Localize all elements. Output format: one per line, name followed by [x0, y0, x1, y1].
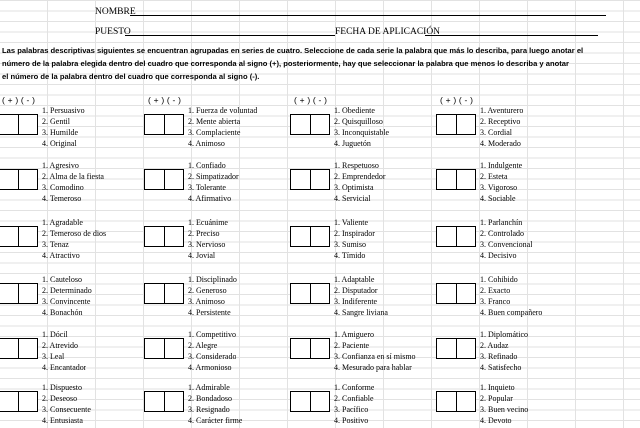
word-option: 2. Disputador [334, 286, 378, 295]
word-option: 3. Consecuente [42, 405, 91, 414]
instructions-line: número de la palabra elegida dentro del cuadro que corresponda al signo (+), posteriormente, hay que seleccionar la palabra que menos lo describa y anotar [2, 59, 569, 68]
answer-boxes[interactable] [144, 391, 184, 412]
word-option: 1. Dispuesto [42, 383, 82, 392]
answer-boxes[interactable] [436, 169, 476, 190]
word-option: 2. Mente abierta [188, 117, 241, 126]
word-group [188, 274, 237, 318]
word-option: 2. Audaz [480, 341, 509, 350]
word-option: 1. Diplomático [480, 330, 528, 339]
word-group [334, 382, 374, 426]
signs-header: ( + ) ( - ) [148, 95, 182, 105]
word-option: 1. Adaptable [334, 275, 375, 284]
position-label: PUESTO [95, 27, 131, 37]
word-option: 4. Animoso [188, 139, 225, 148]
answer-boxes[interactable] [0, 338, 38, 359]
word-option: 4. Juguetón [334, 139, 371, 148]
answer-boxes[interactable] [0, 114, 38, 135]
word-group [188, 329, 236, 373]
answer-boxes[interactable] [436, 338, 476, 359]
word-option: 2. Alma de la fiesta [42, 172, 104, 181]
word-option: 4. Mesurado para hablar [334, 363, 412, 372]
word-option: 4. Bonachón [42, 308, 83, 317]
word-option: 2. Determinado [42, 286, 92, 295]
instructions [2, 44, 638, 83]
word-option: 1. Cohibido [480, 275, 518, 284]
word-option: 4. Sangre liviana [334, 308, 388, 317]
word-option: 2. Controlado [480, 229, 524, 238]
word-option: 1. Parlanchín [480, 218, 523, 227]
word-group [334, 274, 388, 318]
word-option: 2. Esteta [480, 172, 508, 181]
word-option: 4. Persistente [188, 308, 231, 317]
answer-boxes[interactable] [0, 226, 38, 247]
word-group [42, 160, 104, 204]
word-option: 4. Atractivo [42, 251, 80, 260]
word-group [188, 217, 228, 261]
word-option: 3. Franco [480, 297, 511, 306]
word-option: 3. Tenaz [42, 240, 69, 249]
word-option: 1. Ecuánime [188, 218, 228, 227]
word-option: 1. Persuasivo [42, 106, 85, 115]
word-group [334, 160, 386, 204]
answer-boxes[interactable] [144, 338, 184, 359]
word-group [188, 382, 242, 426]
answer-boxes[interactable] [144, 226, 184, 247]
word-option: 1. Indulgente [480, 161, 523, 170]
word-group [480, 217, 532, 261]
word-option: 4. Sociable [480, 194, 516, 203]
word-group [188, 160, 239, 204]
word-option: 3. Sumiso [334, 240, 367, 249]
answer-boxes[interactable] [144, 283, 184, 304]
word-option: 1. Competitivo [188, 330, 236, 339]
word-option: 1. Respetuoso [334, 161, 379, 170]
word-option: 4. Afirmativo [188, 194, 232, 203]
word-option: 2. Popular [480, 394, 513, 403]
word-group [480, 105, 523, 149]
word-option: 4. Entusiasta [42, 416, 83, 425]
word-option: 2. Preciso [188, 229, 220, 238]
word-option: 1. Dócil [42, 330, 68, 339]
word-option: 3. Convincente [42, 297, 91, 306]
word-option: 2. Alegre [188, 341, 218, 350]
word-option: 3. Optimista [334, 183, 374, 192]
word-option: 4. Decisivo [480, 251, 517, 260]
word-option: 3. Pacífico [334, 405, 369, 414]
word-option: 2. Confiable [334, 394, 374, 403]
word-group [480, 160, 522, 204]
word-option: 3. Indiferente [334, 297, 378, 306]
word-option: 3. Animoso [188, 297, 225, 306]
answer-boxes[interactable] [0, 391, 38, 412]
word-option: 1. Confiado [188, 161, 226, 170]
word-option: 3. Comodino [42, 183, 84, 192]
word-option: 1. Obediente [334, 106, 375, 115]
answer-boxes[interactable] [144, 169, 184, 190]
word-option: 4. Jovial [188, 251, 216, 260]
word-option: 2. Paciente [334, 341, 370, 350]
word-group [42, 105, 85, 149]
word-option: 1. Valiente [334, 218, 369, 227]
word-option: 4. Positivo [334, 416, 369, 425]
word-option: 3. Nervioso [188, 240, 226, 249]
instructions-line: Las palabras descriptivas siguientes se encuentran agrupadas en series de cuatro. Seleccione de cada serie la palabra que más lo describa, para luego anotar el [2, 46, 584, 55]
word-option: 3. Complaciente [188, 128, 241, 137]
word-option: 4. Temeroso [42, 194, 82, 203]
word-option: 2. Receptivo [480, 117, 521, 126]
word-option: 2. Emprendedor [334, 172, 386, 181]
word-option: 3. Buen vecino [480, 405, 529, 414]
answer-boxes[interactable] [290, 114, 330, 135]
word-option: 1. Cauteloso [42, 275, 82, 284]
word-group [42, 382, 91, 426]
word-option: 3. Refinado [480, 352, 518, 361]
answer-boxes[interactable] [0, 283, 38, 304]
word-option: 1. Fuerza de voluntad [188, 106, 258, 115]
answer-boxes[interactable] [290, 226, 330, 247]
answer-boxes[interactable] [290, 391, 330, 412]
word-option: 1. Agresivo [42, 161, 79, 170]
word-option: 1. Admirable [188, 383, 230, 392]
word-option: 1. Agradable [42, 218, 83, 227]
word-option: 3. Confianza en sí mismo [334, 352, 416, 361]
word-option: 4. Servicial [334, 194, 371, 203]
date-field[interactable] [425, 35, 598, 36]
word-group [334, 105, 389, 149]
word-option: 2. Quisquilloso [334, 117, 383, 126]
answer-boxes[interactable] [0, 169, 38, 190]
instructions-line: el número de la palabra dentro del cuadro que corresponda al signo (-). [2, 72, 260, 81]
word-option: 4. Satisfecho [480, 363, 522, 372]
word-option: 3. Convencional [480, 240, 533, 249]
word-option: 1. Inquieto [480, 383, 515, 392]
word-option: 3. Inconquistable [334, 128, 390, 137]
word-option: 2. Gentil [42, 117, 70, 126]
word-option: 4. Devoto [480, 416, 512, 425]
word-option: 3. Vigoroso [480, 183, 518, 192]
word-group [480, 274, 542, 318]
word-option: 1. Aventurero [480, 106, 524, 115]
word-group [480, 329, 528, 373]
word-option: 2. Deseoso [42, 394, 78, 403]
word-option: 2. Generoso [188, 286, 227, 295]
name-field[interactable] [130, 15, 606, 16]
position-field[interactable] [125, 35, 335, 36]
word-option: 4. Tímido [334, 251, 366, 260]
word-option: 2. Bondadoso [188, 394, 232, 403]
answer-boxes[interactable] [436, 226, 476, 247]
date-label: FECHA DE APLICACIÓN [335, 27, 441, 37]
word-option: 4. Carácter firme [188, 416, 243, 425]
answer-boxes[interactable] [144, 114, 184, 135]
word-option: 3. Humilde [42, 128, 78, 137]
word-group [480, 382, 528, 426]
word-option: 4. Original [42, 139, 77, 148]
word-option: 2. Simpatizador [188, 172, 239, 181]
answer-boxes[interactable] [436, 391, 476, 412]
word-option: 4. Armonioso [188, 363, 232, 372]
name-label: NOMBRE [95, 7, 136, 17]
word-option: 3. Tolerante [188, 183, 226, 192]
signs-header: ( + ) ( - ) [440, 95, 474, 105]
word-group [42, 329, 86, 373]
word-option: 4. Moderado [480, 139, 521, 148]
word-option: 3. Cordial [480, 128, 512, 137]
word-option: 1. Disciplinado [188, 275, 237, 284]
word-group [42, 274, 92, 318]
signs-header: ( + ) ( - ) [294, 95, 328, 105]
word-option: 4. Buen compañero [480, 308, 543, 317]
word-option: 1. Conforme [334, 383, 375, 392]
answer-boxes[interactable] [290, 338, 330, 359]
word-group [334, 217, 375, 261]
word-option: 3. Considerado [188, 352, 237, 361]
word-group [42, 217, 106, 261]
word-option: 2. Atrevido [42, 341, 78, 350]
word-option: 3. Resignado [188, 405, 230, 414]
word-group [188, 105, 257, 149]
answer-boxes[interactable] [290, 169, 330, 190]
word-option: 2. Exacto [480, 286, 511, 295]
signs-header: ( + ) ( - ) [2, 95, 36, 105]
word-option: 4. Encantador [42, 363, 87, 372]
word-option: 2. Inspirador [334, 229, 375, 238]
answer-boxes[interactable] [436, 283, 476, 304]
word-option: 2. Temeroso de dios [42, 229, 107, 238]
word-option: 3. Leal [42, 352, 65, 361]
word-option: 1. Amiguero [334, 330, 374, 339]
answer-boxes[interactable] [436, 114, 476, 135]
answer-boxes[interactable] [290, 283, 330, 304]
word-group [334, 329, 416, 373]
